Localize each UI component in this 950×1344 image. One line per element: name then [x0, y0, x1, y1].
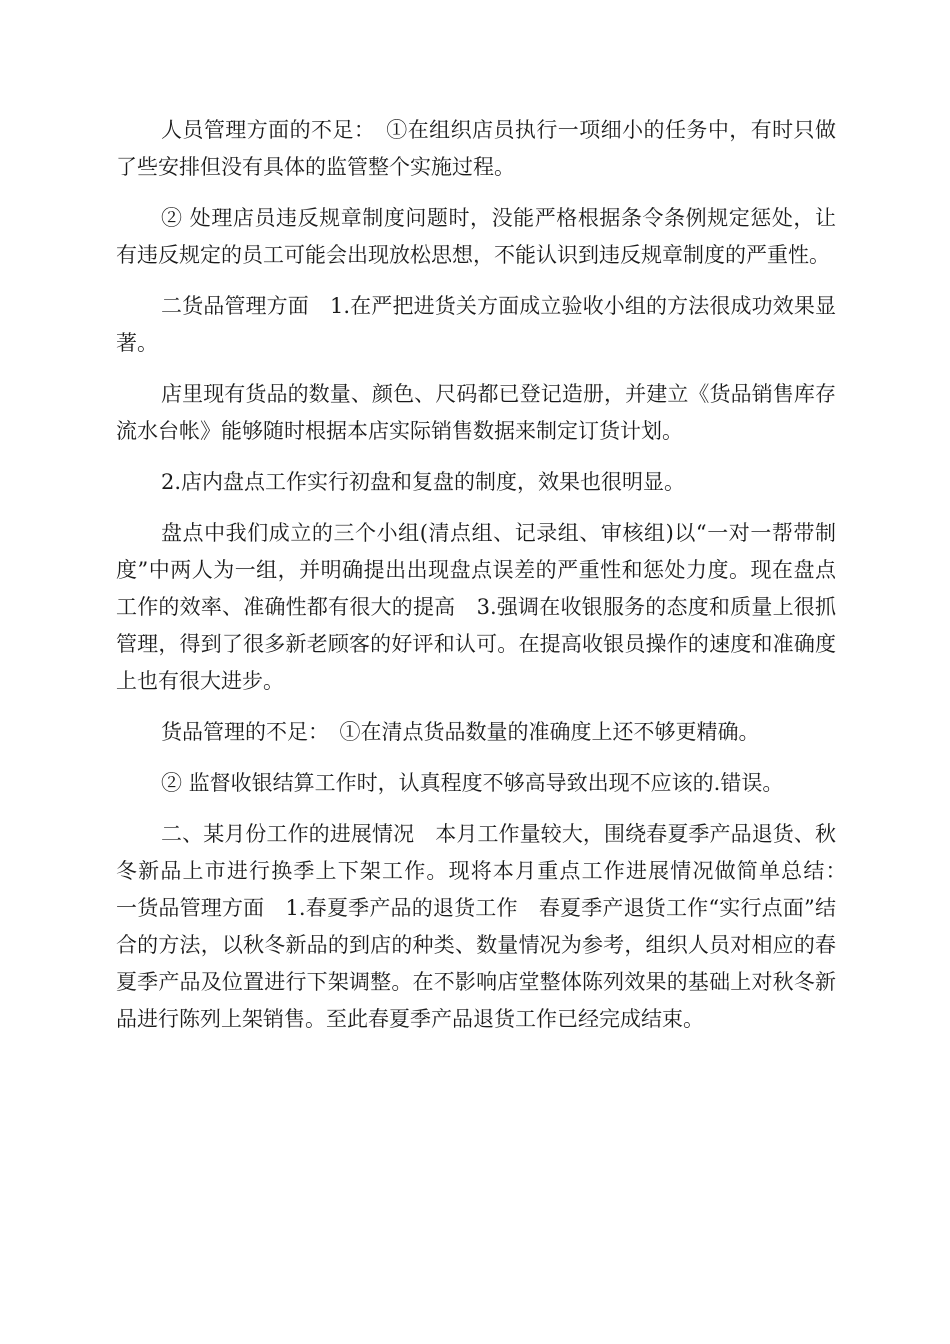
- paragraph-goods-management-1: 二货品管理方面 1.在严把进货关方面成立验收小组的方法很成功效果显著。: [116, 294, 836, 355]
- document-body: [116, 112, 857, 1052]
- paragraph-goods-register: 店里现有货品的数量、颜色、尺码都已登记造册，并建立《货品销售库存流水台帐》能够随时根据本店实际销售数据来制定订货计划。: [116, 382, 836, 443]
- paragraph-staff-shortcomings-1: 人员管理方面的不足： ①在组织店员执行一项细小的任务中，有时只做了些安排但没有具体的监管整个实施过程。: [116, 118, 836, 179]
- paragraph-goods-shortcomings-2: ② 监督收银结算工作时，认真程度不够高导致出现不应该的.错误。: [161, 771, 784, 795]
- paragraph-goods-shortcomings-1: 货品管理的不足： ①在清点货品数量的准确度上还不够更精确。: [161, 720, 760, 744]
- paragraph-inventory-groups: 盘点中我们成立的三个小组(清点组、记录组、审核组)以“一对一帮带制度”中两人为一组，并明确提出出现盘点误差的严重性和惩处力度。现在盘点工作的效率、准确性都有很大的提高 3.强调在收银服务的态度和质量上很抓管理，得到了很多新老顾客的好评和认可。在提高收银员操作的速度和准确度上也有很大进步。: [116, 521, 836, 693]
- paragraph-staff-shortcomings-2: ② 处理店员违反规章制度问题时，没能严格根据条令条例规定惩处，让有违反规定的员工可能会出现放松思想，不能认识到违反规章制度的严重性。: [116, 206, 836, 267]
- paragraph-monthly-progress: 二、某月份工作的进展情况 本月工作量较大，围绕春夏季产品退货、秋冬新品上市进行换季上下架工作。现将本月重点工作进展情况做简单总结： 一货品管理方面 1.春夏季产品的退货工作 春夏季产退货工作“实行点面”结合的方法，以秋冬新品的到店的种类、数量情况为参考，组织人员对相应的春夏季产品及位置进行下架调整。在不影响店堂整体陈列效果的基础上对秋冬新品进行陈列上架销售。至此春夏季产品退货工作已经完成结束。: [116, 822, 857, 1031]
- paragraph-inventory-check: 2.店内盘点工作实行初盘和复盘的制度，效果也很明显。: [161, 470, 686, 494]
